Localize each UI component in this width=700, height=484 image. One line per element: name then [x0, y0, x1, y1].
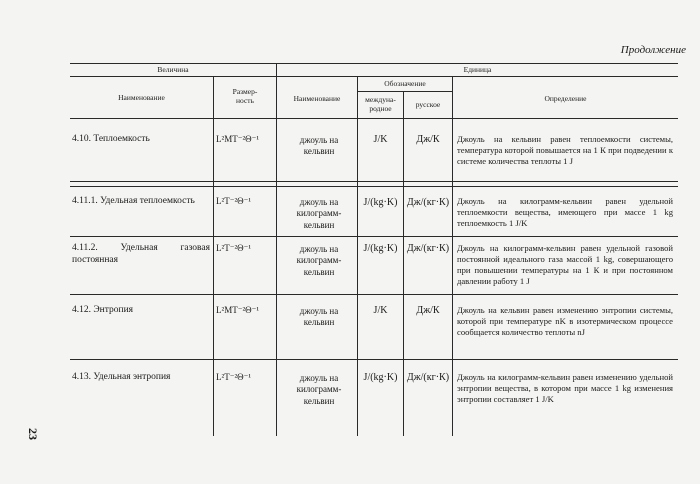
row-separator	[70, 181, 678, 182]
header-definition: Определение	[544, 94, 587, 103]
table-row-unit-name: джоуль на килограмм- кельвин	[296, 244, 342, 277]
table-row-dimension: L²T⁻²Θ⁻¹	[216, 196, 252, 206]
header-name: Наименование	[118, 93, 165, 102]
table-row-rus-symbol: Дж/(кг·К)	[406, 243, 450, 254]
table-row-intl-symbol: J/K	[373, 305, 388, 316]
table-row-rus-symbol: Дж/К	[416, 134, 440, 145]
header-unit-name: Наименование	[293, 94, 341, 103]
header-dimension: Размер- ность	[232, 87, 258, 105]
table-top-rule	[70, 63, 678, 64]
table-row-intl-symbol: J/K	[373, 134, 388, 145]
table-row-definition: Джоуль на кельвин равен изменению энтропии системы, которой при температуре nK в изотермическом процессе сообщается количество теплоты nJ	[457, 305, 673, 337]
header-international: междуна- родное	[365, 95, 396, 113]
table-row-definition: Джоуль на кельвин равен теплоемкости системы, температура которой повышается на 1 К при подведении к системе количества теплоты 1 J	[457, 134, 673, 166]
row-separator	[70, 359, 678, 360]
table-row-unit-name: джоуль на килограмм- кельвин	[296, 373, 342, 406]
page-number: 23	[26, 428, 40, 440]
table-row-dimension: L²MT⁻²Θ⁻¹	[216, 305, 260, 315]
table-row-intl-symbol: J/(kg·K)	[363, 243, 398, 254]
header-designation: Обозначение	[384, 79, 426, 88]
col-rule-main	[276, 63, 277, 436]
table-row-name: 4.10. Теплоемкость	[72, 134, 150, 144]
table-row-name: 4.11.2. Удельная газовая постоянная	[72, 243, 210, 265]
table-row-definition: Джоуль на килограмм-кельвин равен удельной теплоемкости вещества, имеющего при массе 1 kg теплоемкость 1 J/K	[457, 196, 673, 228]
header-russian: русское	[415, 100, 441, 109]
table-row-dimension: L²T⁻²Θ⁻¹	[216, 372, 252, 382]
header-split-rule-left	[70, 76, 276, 77]
row-separator	[70, 186, 678, 187]
table-row-rus-symbol: Дж/(кг·К)	[406, 372, 450, 383]
table-row-dimension: L²T⁻²Θ⁻¹	[216, 243, 252, 253]
table-row-unit-name: джоуль на кельвин	[299, 306, 339, 328]
continued-label: Продолжение	[620, 44, 686, 56]
table-row-intl-symbol: J/(kg·K)	[363, 372, 398, 383]
header-split-rule-right	[277, 76, 678, 77]
table-row-definition: Джоуль на килограмм-кельвин равен удельной газовой постоянной идеального газа массой 1 kg, совершающего при повышении температуры на 1 К и при постоянном давлении работу 1 J	[457, 243, 673, 286]
row-separator	[70, 236, 678, 237]
header-quantity: Величина	[157, 65, 189, 74]
table-row-unit-name: джоуль на кельвин	[299, 135, 339, 157]
table-row-definition: Джоуль на килограмм-кельвин равен изменению удельной энтропии вещества, в котором при массе 1 kg изменения энтропии составляет 1 J/K	[457, 372, 673, 404]
col-rule	[452, 76, 453, 436]
col-rule	[213, 76, 214, 436]
table-row-name: 4.11.1. Удельная теплоемкость	[72, 196, 195, 206]
header-unit: Единица	[463, 65, 492, 74]
designation-rule	[357, 91, 452, 92]
table-row-name: 4.13. Удельная энтропия	[72, 372, 171, 382]
table-row-rus-symbol: Дж/К	[416, 305, 440, 316]
header-bottom-rule	[70, 118, 678, 119]
table-row-unit-name: джоуль на килограмм- кельвин	[296, 197, 342, 230]
table-row-rus-symbol: Дж/(кг·К)	[406, 197, 450, 208]
table-row-dimension: L²MT⁻²Θ⁻¹	[216, 134, 260, 144]
table-row-intl-symbol: J/(kg·K)	[363, 197, 398, 208]
row-separator	[70, 294, 678, 295]
table-row-name: 4.12. Энтропия	[72, 305, 134, 315]
